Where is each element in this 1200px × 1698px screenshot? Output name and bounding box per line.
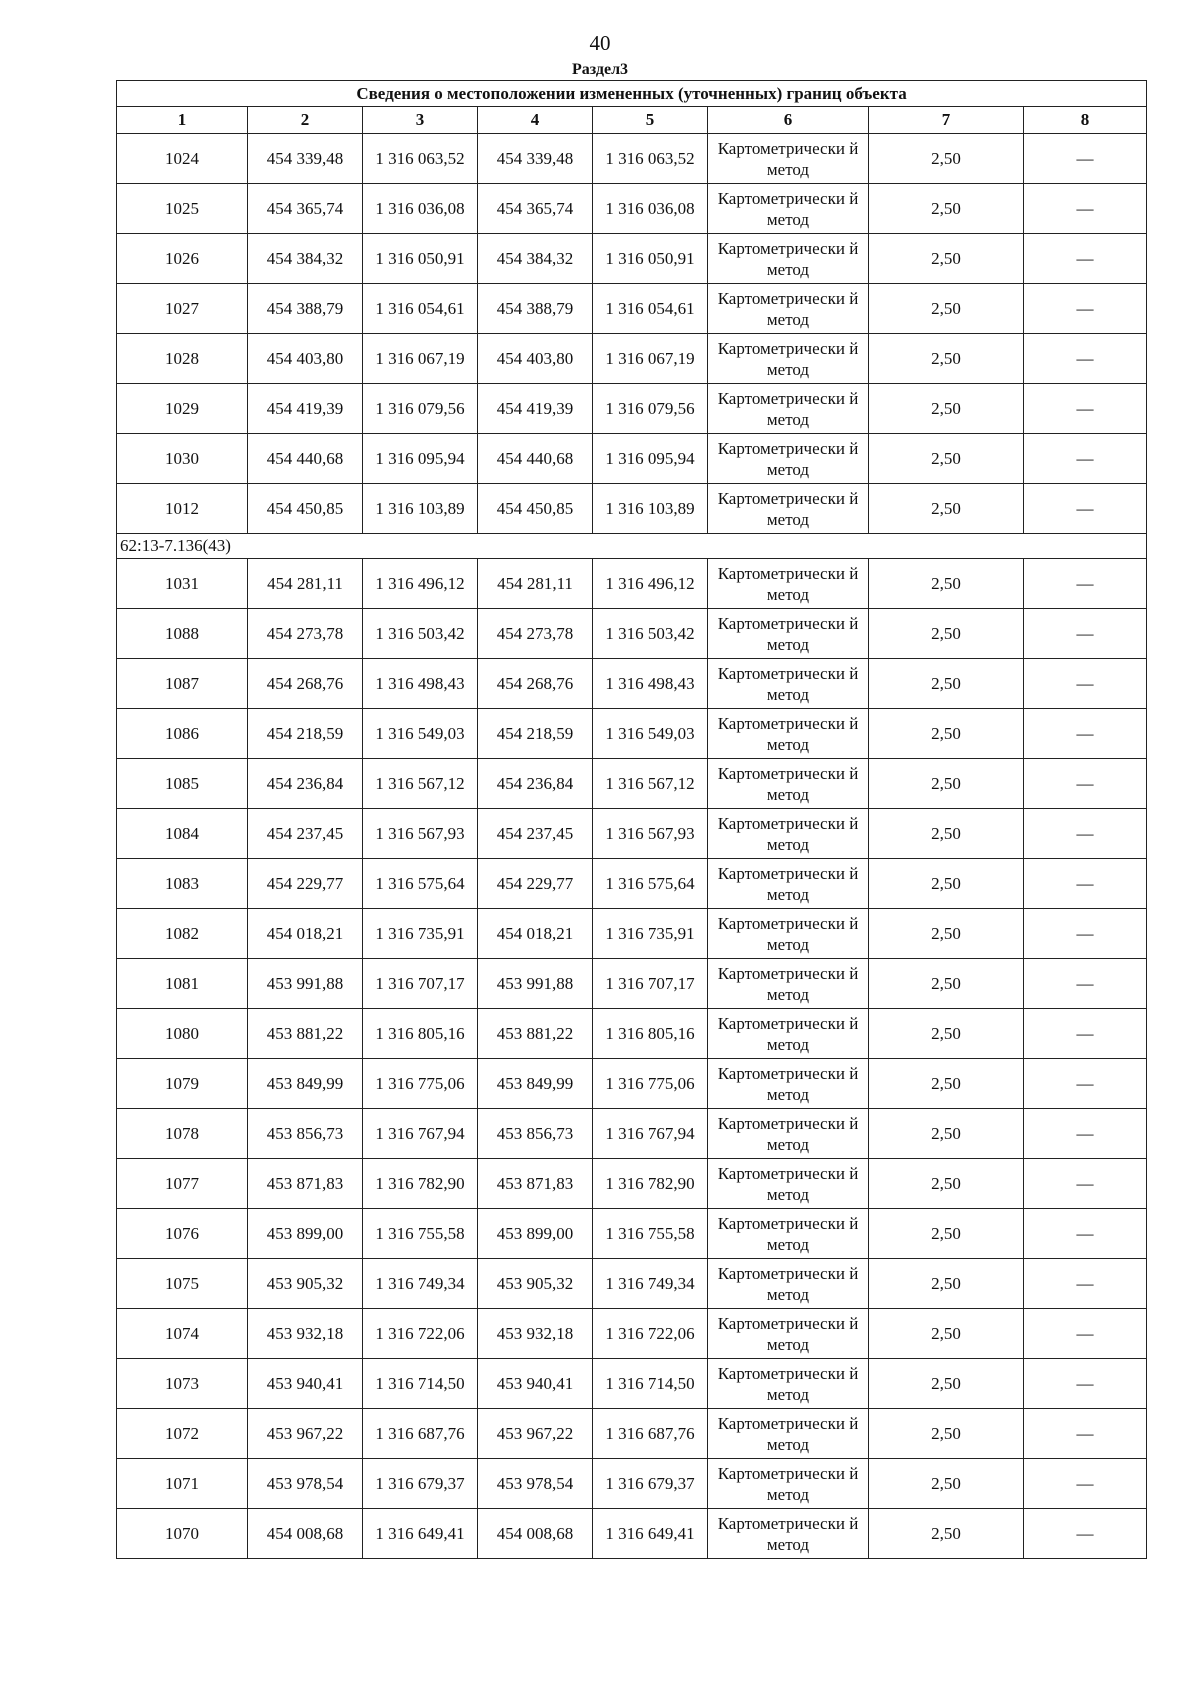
empty-mark-cell: — <box>1024 1459 1147 1509</box>
x-old-cell: 453 905,32 <box>248 1259 363 1309</box>
table-caption-row <box>117 81 1147 107</box>
accuracy-cell: 2,50 <box>869 1409 1024 1459</box>
y-new-cell: 1 316 775,06 <box>593 1059 708 1109</box>
method-cell: Картометрически й метод <box>708 134 869 184</box>
empty-mark-cell: — <box>1024 1309 1147 1359</box>
y-new-cell: 1 316 549,03 <box>593 709 708 759</box>
accuracy-cell: 2,50 <box>869 1309 1024 1359</box>
y-old-cell: 1 316 749,34 <box>363 1259 478 1309</box>
y-new-cell: 1 316 749,34 <box>593 1259 708 1309</box>
table-row <box>117 1309 1147 1359</box>
table-row <box>117 334 1147 384</box>
table-row <box>117 1409 1147 1459</box>
y-new-cell: 1 316 067,19 <box>593 334 708 384</box>
y-new-cell: 1 316 575,64 <box>593 859 708 909</box>
method-cell: Картометрически й метод <box>708 1459 869 1509</box>
empty-mark-cell: — <box>1024 234 1147 284</box>
accuracy-cell: 2,50 <box>869 134 1024 184</box>
y-old-cell: 1 316 054,61 <box>363 284 478 334</box>
x-new-cell: 454 236,84 <box>478 759 593 809</box>
y-old-cell: 1 316 067,19 <box>363 334 478 384</box>
table-row <box>117 809 1147 859</box>
table-row <box>117 959 1147 1009</box>
method-cell: Картометрически й метод <box>708 709 869 759</box>
accuracy-cell: 2,50 <box>869 384 1024 434</box>
point-number-cell: 1072 <box>117 1409 248 1459</box>
table-row <box>117 609 1147 659</box>
table-row <box>117 1059 1147 1109</box>
column-number: 1 <box>117 107 248 134</box>
x-old-cell: 453 967,22 <box>248 1409 363 1459</box>
point-number-cell: 1087 <box>117 659 248 709</box>
point-number-cell: 1083 <box>117 859 248 909</box>
table-row <box>117 859 1147 909</box>
point-number-cell: 1079 <box>117 1059 248 1109</box>
accuracy-cell: 2,50 <box>869 334 1024 384</box>
x-old-cell: 453 978,54 <box>248 1459 363 1509</box>
point-number-cell: 1024 <box>117 134 248 184</box>
empty-mark-cell: — <box>1024 384 1147 434</box>
method-cell: Картометрически й метод <box>708 484 869 534</box>
x-new-cell: 454 440,68 <box>478 434 593 484</box>
method-cell: Картометрически й метод <box>708 1359 869 1409</box>
method-cell: Картометрически й метод <box>708 859 869 909</box>
x-new-cell: 453 856,73 <box>478 1109 593 1159</box>
y-new-cell: 1 316 687,76 <box>593 1409 708 1459</box>
accuracy-cell: 2,50 <box>869 859 1024 909</box>
y-new-cell: 1 316 649,41 <box>593 1509 708 1559</box>
empty-mark-cell: — <box>1024 1059 1147 1109</box>
y-old-cell: 1 316 549,03 <box>363 709 478 759</box>
empty-mark-cell: — <box>1024 909 1147 959</box>
column-number: 8 <box>1024 107 1147 134</box>
y-new-cell: 1 316 805,16 <box>593 1009 708 1059</box>
method-cell: Картометрически й метод <box>708 1059 869 1109</box>
accuracy-cell: 2,50 <box>869 1059 1024 1109</box>
empty-mark-cell: — <box>1024 1009 1147 1059</box>
accuracy-cell: 2,50 <box>869 1359 1024 1409</box>
accuracy-cell: 2,50 <box>869 1509 1024 1559</box>
point-number-cell: 1012 <box>117 484 248 534</box>
y-old-cell: 1 316 567,93 <box>363 809 478 859</box>
x-old-cell: 453 881,22 <box>248 1009 363 1059</box>
point-number-cell: 1075 <box>117 1259 248 1309</box>
y-old-cell: 1 316 063,52 <box>363 134 478 184</box>
y-new-cell: 1 316 782,90 <box>593 1159 708 1209</box>
empty-mark-cell: — <box>1024 434 1147 484</box>
x-old-cell: 454 450,85 <box>248 484 363 534</box>
empty-mark-cell: — <box>1024 284 1147 334</box>
point-number-cell: 1031 <box>117 559 248 609</box>
x-new-cell: 453 991,88 <box>478 959 593 1009</box>
x-old-cell: 454 365,74 <box>248 184 363 234</box>
point-number-cell: 1026 <box>117 234 248 284</box>
method-cell: Картометрически й метод <box>708 1159 869 1209</box>
x-old-cell: 454 268,76 <box>248 659 363 709</box>
empty-mark-cell: — <box>1024 1159 1147 1209</box>
empty-mark-cell: — <box>1024 809 1147 859</box>
x-old-cell: 453 856,73 <box>248 1109 363 1159</box>
x-old-cell: 454 273,78 <box>248 609 363 659</box>
method-cell: Картометрически й метод <box>708 234 869 284</box>
method-cell: Картометрически й метод <box>708 284 869 334</box>
table-row <box>117 659 1147 709</box>
y-old-cell: 1 316 036,08 <box>363 184 478 234</box>
point-number-cell: 1077 <box>117 1159 248 1209</box>
table-row <box>117 384 1147 434</box>
x-new-cell: 454 365,74 <box>478 184 593 234</box>
y-new-cell: 1 316 050,91 <box>593 234 708 284</box>
x-old-cell: 454 403,80 <box>248 334 363 384</box>
x-old-cell: 454 018,21 <box>248 909 363 959</box>
y-old-cell: 1 316 649,41 <box>363 1509 478 1559</box>
x-new-cell: 453 881,22 <box>478 1009 593 1059</box>
point-number-cell: 1070 <box>117 1509 248 1559</box>
y-new-cell: 1 316 103,89 <box>593 484 708 534</box>
point-number-cell: 1085 <box>117 759 248 809</box>
accuracy-cell: 2,50 <box>869 759 1024 809</box>
accuracy-cell: 2,50 <box>869 959 1024 1009</box>
group-label: 62:13-7.136(43) <box>117 534 1147 559</box>
accuracy-cell: 2,50 <box>869 1459 1024 1509</box>
x-new-cell: 454 268,76 <box>478 659 593 709</box>
section-title: Раздел3 <box>571 61 629 78</box>
empty-mark-cell: — <box>1024 759 1147 809</box>
method-cell: Картометрически й метод <box>708 959 869 1009</box>
table-row <box>117 234 1147 284</box>
point-number-cell: 1074 <box>117 1309 248 1359</box>
empty-mark-cell: — <box>1024 659 1147 709</box>
y-old-cell: 1 316 079,56 <box>363 384 478 434</box>
method-cell: Картометрически й метод <box>708 1109 869 1159</box>
table-row <box>117 1209 1147 1259</box>
method-cell: Картометрически й метод <box>708 909 869 959</box>
x-new-cell: 453 978,54 <box>478 1459 593 1509</box>
x-old-cell: 454 440,68 <box>248 434 363 484</box>
x-old-cell: 454 339,48 <box>248 134 363 184</box>
column-number: 2 <box>248 107 363 134</box>
y-old-cell: 1 316 687,76 <box>363 1409 478 1459</box>
accuracy-cell: 2,50 <box>869 1209 1024 1259</box>
y-old-cell: 1 316 735,91 <box>363 909 478 959</box>
y-old-cell: 1 316 767,94 <box>363 1109 478 1159</box>
table-row <box>117 284 1147 334</box>
empty-mark-cell: — <box>1024 334 1147 384</box>
table-row <box>117 184 1147 234</box>
x-old-cell: 454 008,68 <box>248 1509 363 1559</box>
accuracy-cell: 2,50 <box>869 1109 1024 1159</box>
y-new-cell: 1 316 054,61 <box>593 284 708 334</box>
empty-mark-cell: — <box>1024 1359 1147 1409</box>
x-old-cell: 454 236,84 <box>248 759 363 809</box>
x-new-cell: 453 905,32 <box>478 1259 593 1309</box>
point-number-cell: 1081 <box>117 959 248 1009</box>
point-number-cell: 1088 <box>117 609 248 659</box>
y-old-cell: 1 316 496,12 <box>363 559 478 609</box>
y-new-cell: 1 316 714,50 <box>593 1359 708 1409</box>
column-number: 4 <box>478 107 593 134</box>
x-new-cell: 453 849,99 <box>478 1059 593 1109</box>
point-number-cell: 1084 <box>117 809 248 859</box>
method-cell: Картометрически й метод <box>708 659 869 709</box>
y-old-cell: 1 316 707,17 <box>363 959 478 1009</box>
y-new-cell: 1 316 079,56 <box>593 384 708 434</box>
x-new-cell: 453 871,83 <box>478 1159 593 1209</box>
accuracy-cell: 2,50 <box>869 1259 1024 1309</box>
x-old-cell: 453 849,99 <box>248 1059 363 1109</box>
y-old-cell: 1 316 095,94 <box>363 434 478 484</box>
accuracy-cell: 2,50 <box>869 809 1024 859</box>
x-old-cell: 453 871,83 <box>248 1159 363 1209</box>
empty-mark-cell: — <box>1024 184 1147 234</box>
method-cell: Картометрически й метод <box>708 759 869 809</box>
y-new-cell: 1 316 722,06 <box>593 1309 708 1359</box>
x-new-cell: 454 339,48 <box>478 134 593 184</box>
table-row <box>117 909 1147 959</box>
accuracy-cell: 2,50 <box>869 434 1024 484</box>
y-old-cell: 1 316 679,37 <box>363 1459 478 1509</box>
empty-mark-cell: — <box>1024 709 1147 759</box>
point-number-cell: 1025 <box>117 184 248 234</box>
accuracy-cell: 2,50 <box>869 709 1024 759</box>
point-number-cell: 1082 <box>117 909 248 959</box>
empty-mark-cell: — <box>1024 1109 1147 1159</box>
y-new-cell: 1 316 567,93 <box>593 809 708 859</box>
point-number-cell: 1071 <box>117 1459 248 1509</box>
x-old-cell: 454 384,32 <box>248 234 363 284</box>
empty-mark-cell: — <box>1024 1409 1147 1459</box>
y-old-cell: 1 316 103,89 <box>363 484 478 534</box>
x-new-cell: 454 419,39 <box>478 384 593 434</box>
table-row <box>117 709 1147 759</box>
x-old-cell: 454 229,77 <box>248 859 363 909</box>
x-new-cell: 453 940,41 <box>478 1359 593 1409</box>
accuracy-cell: 2,50 <box>869 909 1024 959</box>
y-new-cell: 1 316 767,94 <box>593 1109 708 1159</box>
y-new-cell: 1 316 735,91 <box>593 909 708 959</box>
table-row <box>117 1459 1147 1509</box>
column-number: 3 <box>363 107 478 134</box>
empty-mark-cell: — <box>1024 559 1147 609</box>
y-new-cell: 1 316 567,12 <box>593 759 708 809</box>
method-cell: Картометрически й метод <box>708 1509 869 1559</box>
x-new-cell: 454 229,77 <box>478 859 593 909</box>
y-new-cell: 1 316 496,12 <box>593 559 708 609</box>
method-cell: Картометрически й метод <box>708 609 869 659</box>
x-old-cell: 454 281,11 <box>248 559 363 609</box>
table-caption: Сведения о местоположении измененных (уточненных) границ объекта <box>117 81 1147 107</box>
x-new-cell: 454 218,59 <box>478 709 593 759</box>
y-new-cell: 1 316 755,58 <box>593 1209 708 1259</box>
point-number-cell: 1073 <box>117 1359 248 1409</box>
accuracy-cell: 2,50 <box>869 284 1024 334</box>
x-new-cell: 454 384,32 <box>478 234 593 284</box>
table-row <box>117 1259 1147 1309</box>
table-row <box>117 484 1147 534</box>
x-new-cell: 454 403,80 <box>478 334 593 384</box>
coordinates-table <box>116 80 1147 1559</box>
x-old-cell: 454 419,39 <box>248 384 363 434</box>
table-row <box>117 134 1147 184</box>
table-row <box>117 1509 1147 1559</box>
method-cell: Картометрически й метод <box>708 559 869 609</box>
x-new-cell: 453 932,18 <box>478 1309 593 1359</box>
accuracy-cell: 2,50 <box>869 184 1024 234</box>
x-old-cell: 453 932,18 <box>248 1309 363 1359</box>
y-old-cell: 1 316 050,91 <box>363 234 478 284</box>
method-cell: Картометрически й метод <box>708 334 869 384</box>
method-cell: Картометрически й метод <box>708 384 869 434</box>
empty-mark-cell: — <box>1024 1259 1147 1309</box>
empty-mark-cell: — <box>1024 859 1147 909</box>
method-cell: Картометрически й метод <box>708 809 869 859</box>
y-new-cell: 1 316 063,52 <box>593 134 708 184</box>
column-number: 5 <box>593 107 708 134</box>
empty-mark-cell: — <box>1024 134 1147 184</box>
point-number-cell: 1078 <box>117 1109 248 1159</box>
x-old-cell: 454 218,59 <box>248 709 363 759</box>
page-number: 40 <box>589 31 611 55</box>
y-new-cell: 1 316 498,43 <box>593 659 708 709</box>
x-new-cell: 454 237,45 <box>478 809 593 859</box>
method-cell: Картометрически й метод <box>708 1409 869 1459</box>
empty-mark-cell: — <box>1024 1209 1147 1259</box>
table-row <box>117 1009 1147 1059</box>
point-number-cell: 1076 <box>117 1209 248 1259</box>
accuracy-cell: 2,50 <box>869 609 1024 659</box>
column-number-row <box>117 107 1147 134</box>
x-old-cell: 453 899,00 <box>248 1209 363 1259</box>
empty-mark-cell: — <box>1024 1509 1147 1559</box>
method-cell: Картометрически й метод <box>708 1309 869 1359</box>
table-row <box>117 1159 1147 1209</box>
x-new-cell: 453 899,00 <box>478 1209 593 1259</box>
column-number: 6 <box>708 107 869 134</box>
x-new-cell: 454 388,79 <box>478 284 593 334</box>
y-old-cell: 1 316 775,06 <box>363 1059 478 1109</box>
accuracy-cell: 2,50 <box>869 659 1024 709</box>
y-old-cell: 1 316 782,90 <box>363 1159 478 1209</box>
method-cell: Картометрически й метод <box>708 184 869 234</box>
table-row <box>117 434 1147 484</box>
y-new-cell: 1 316 707,17 <box>593 959 708 1009</box>
x-old-cell: 453 940,41 <box>248 1359 363 1409</box>
y-old-cell: 1 316 567,12 <box>363 759 478 809</box>
y-new-cell: 1 316 679,37 <box>593 1459 708 1509</box>
method-cell: Картометрически й метод <box>708 1009 869 1059</box>
y-new-cell: 1 316 036,08 <box>593 184 708 234</box>
accuracy-cell: 2,50 <box>869 1009 1024 1059</box>
method-cell: Картометрически й метод <box>708 1259 869 1309</box>
column-number: 7 <box>869 107 1024 134</box>
x-new-cell: 454 008,68 <box>478 1509 593 1559</box>
y-old-cell: 1 316 575,64 <box>363 859 478 909</box>
y-old-cell: 1 316 503,42 <box>363 609 478 659</box>
point-number-cell: 1080 <box>117 1009 248 1059</box>
x-new-cell: 454 273,78 <box>478 609 593 659</box>
x-new-cell: 454 281,11 <box>478 559 593 609</box>
point-number-cell: 1029 <box>117 384 248 434</box>
method-cell: Картометрически й метод <box>708 1209 869 1259</box>
group-row <box>117 534 1147 559</box>
x-new-cell: 454 018,21 <box>478 909 593 959</box>
point-number-cell: 1028 <box>117 334 248 384</box>
accuracy-cell: 2,50 <box>869 559 1024 609</box>
x-old-cell: 453 991,88 <box>248 959 363 1009</box>
empty-mark-cell: — <box>1024 959 1147 1009</box>
x-old-cell: 454 237,45 <box>248 809 363 859</box>
method-cell: Картометрически й метод <box>708 434 869 484</box>
y-old-cell: 1 316 722,06 <box>363 1309 478 1359</box>
empty-mark-cell: — <box>1024 609 1147 659</box>
table-row <box>117 1359 1147 1409</box>
y-old-cell: 1 316 755,58 <box>363 1209 478 1259</box>
point-number-cell: 1030 <box>117 434 248 484</box>
y-new-cell: 1 316 095,94 <box>593 434 708 484</box>
point-number-cell: 1086 <box>117 709 248 759</box>
y-old-cell: 1 316 805,16 <box>363 1009 478 1059</box>
x-old-cell: 454 388,79 <box>248 284 363 334</box>
table-row <box>117 559 1147 609</box>
y-old-cell: 1 316 498,43 <box>363 659 478 709</box>
y-old-cell: 1 316 714,50 <box>363 1359 478 1409</box>
point-number-cell: 1027 <box>117 284 248 334</box>
accuracy-cell: 2,50 <box>869 234 1024 284</box>
accuracy-cell: 2,50 <box>869 484 1024 534</box>
x-new-cell: 454 450,85 <box>478 484 593 534</box>
empty-mark-cell: — <box>1024 484 1147 534</box>
table-row <box>117 1109 1147 1159</box>
y-new-cell: 1 316 503,42 <box>593 609 708 659</box>
accuracy-cell: 2,50 <box>869 1159 1024 1209</box>
x-new-cell: 453 967,22 <box>478 1409 593 1459</box>
table-row <box>117 759 1147 809</box>
